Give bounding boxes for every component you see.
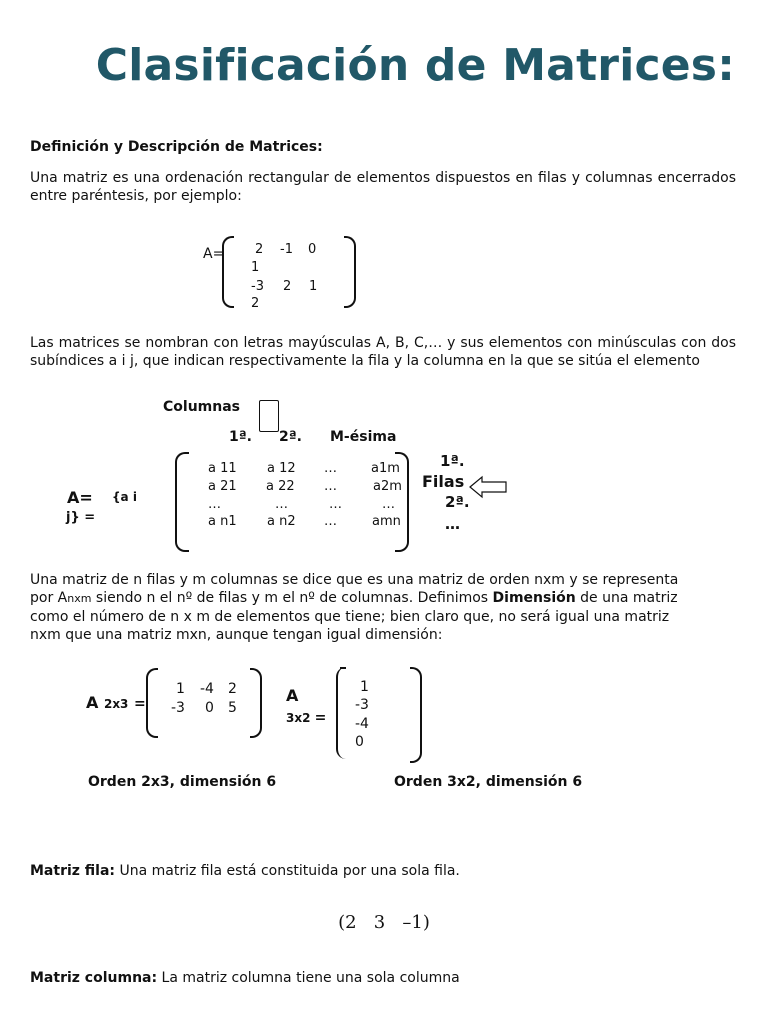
matrix-cell: …	[208, 497, 221, 512]
page-title: Clasificación de Matrices:	[95, 40, 735, 91]
matrix-subscript: 3x2	[286, 711, 311, 725]
order-line: Una matriz de n filas y m columnas se dice que es una matriz de orden nxm y se representa	[30, 572, 679, 588]
order-line	[30, 589, 736, 608]
matrix-name: A	[286, 686, 299, 705]
matrix-name: A	[86, 693, 99, 712]
matrix-cell: a1m	[371, 461, 400, 476]
matrix-cell: 0	[308, 242, 317, 257]
matrix-2x3-caption: Orden 2x3, dimensión 6	[88, 774, 277, 790]
right-bracket	[410, 667, 422, 763]
matrix-cell: a 12	[267, 461, 296, 476]
matrix-cell: -3	[251, 279, 264, 294]
row-matrix-definition	[30, 863, 460, 879]
matrix-cell: a 11	[208, 461, 237, 476]
matrix-2x3-label	[86, 693, 146, 712]
matrix-cell: a2m	[373, 479, 402, 494]
matrix-cell: amn	[372, 514, 401, 529]
matrix-cell: -3	[355, 697, 369, 713]
matrix-cell: 2	[228, 681, 237, 697]
matrix-cell: …	[324, 514, 337, 529]
col-header: 1ª.	[229, 429, 252, 445]
order-paragraph	[30, 571, 736, 644]
matrix-cell: a 22	[266, 479, 295, 494]
matrix-cell: …	[382, 497, 395, 512]
definition-heading: Definición y Descripción de Matrices:	[30, 139, 323, 155]
matrix-cell: …	[275, 497, 288, 512]
matrix-cell: 5	[228, 700, 237, 716]
order-line: nxm que una matriz mxn, aunque tengan igual dimensión:	[30, 627, 443, 643]
matrix-cell: a n1	[208, 514, 237, 529]
matrix-cell: …	[329, 497, 342, 512]
matrix-a-label: A=	[67, 488, 93, 507]
term: Matriz fila:	[30, 863, 116, 879]
term: Matriz columna:	[30, 970, 158, 986]
definition-text: La matriz columna tiene una sola columna	[157, 970, 460, 986]
matrix-cell: 0	[355, 734, 364, 750]
matrix-body	[240, 242, 340, 311]
filas-label: Filas	[422, 472, 465, 491]
col-header: 2ª.	[279, 429, 302, 445]
matrix-label: A=	[203, 246, 225, 262]
matrix-cell: 1	[309, 279, 318, 294]
text-fragment: siendo n el nº de filas y m el nº de columnas. Definimos	[91, 590, 493, 606]
matrix-cell: …	[324, 461, 337, 476]
matrix-cell: -4	[355, 716, 369, 732]
aij-label: {a i	[112, 490, 137, 504]
columns-label: Columnas	[163, 399, 240, 415]
naming-paragraph: Las matrices se nombran con letras mayúsculas A, B, C,… y sus elementos con minúsculas con dos subíndices a i j, que indican respectivamente la fila y la columna en la que se sitúa el elemento	[30, 335, 736, 369]
row-matrix-example: (2 3 –1)	[338, 912, 430, 933]
columns-box	[259, 400, 279, 432]
matrix-cell: …	[324, 479, 337, 494]
arrow-left-icon	[468, 475, 508, 499]
matrix-cell: 2	[255, 242, 264, 257]
equals-sign: =	[314, 710, 327, 726]
definition-text: Una matriz fila está constituida por una sola fila.	[115, 863, 460, 879]
matrix-3x2-caption: Orden 3x2, dimensión 6	[394, 774, 583, 790]
left-bracket	[336, 667, 350, 759]
matrix-cell: 1	[251, 260, 260, 275]
left-bracket	[146, 668, 158, 738]
order-line: como el número de n x m de elementos que tiene; bien claro que, no será igual una matriz	[30, 609, 670, 625]
left-bracket	[175, 452, 189, 552]
right-bracket	[250, 668, 262, 738]
definition-paragraph: Una matriz es una ordenación rectangular de elementos dispuestos en filas y columnas encerrados entre paréntesis, por ejemplo:	[30, 170, 736, 204]
matrix-cell: -3	[171, 700, 185, 716]
right-bracket	[344, 236, 356, 308]
matrix-cell: -4	[200, 681, 214, 697]
aij-label: j} =	[66, 510, 96, 525]
column-matrix-definition	[30, 970, 460, 986]
matrix-3x2-subscript	[286, 710, 326, 726]
row-label: 1ª.	[440, 452, 465, 470]
subscript: nxm	[67, 592, 92, 605]
matrix-cell: 1	[176, 681, 185, 697]
matrix-cell: 0	[205, 700, 214, 716]
matrix-cell: a n2	[267, 514, 296, 529]
matrix-cell: 2	[283, 279, 292, 294]
matrix-subscript: 2x3	[103, 697, 129, 711]
matrix-cell: 2	[251, 296, 260, 311]
left-bracket	[222, 236, 234, 308]
text-fragment: por A	[30, 590, 68, 606]
bold-term: Dimensión	[492, 590, 576, 606]
matrix-cell: 1	[360, 679, 369, 695]
col-header: M-ésima	[330, 429, 397, 445]
matrix-cell: a 21	[208, 479, 237, 494]
equals-sign: =	[134, 696, 146, 712]
text-fragment: de una matriz	[575, 590, 678, 606]
row-label: …	[445, 515, 460, 533]
matrix-cell: -1	[280, 242, 293, 257]
bracket-top-tick	[340, 667, 346, 669]
row-label: 2ª.	[445, 493, 470, 511]
